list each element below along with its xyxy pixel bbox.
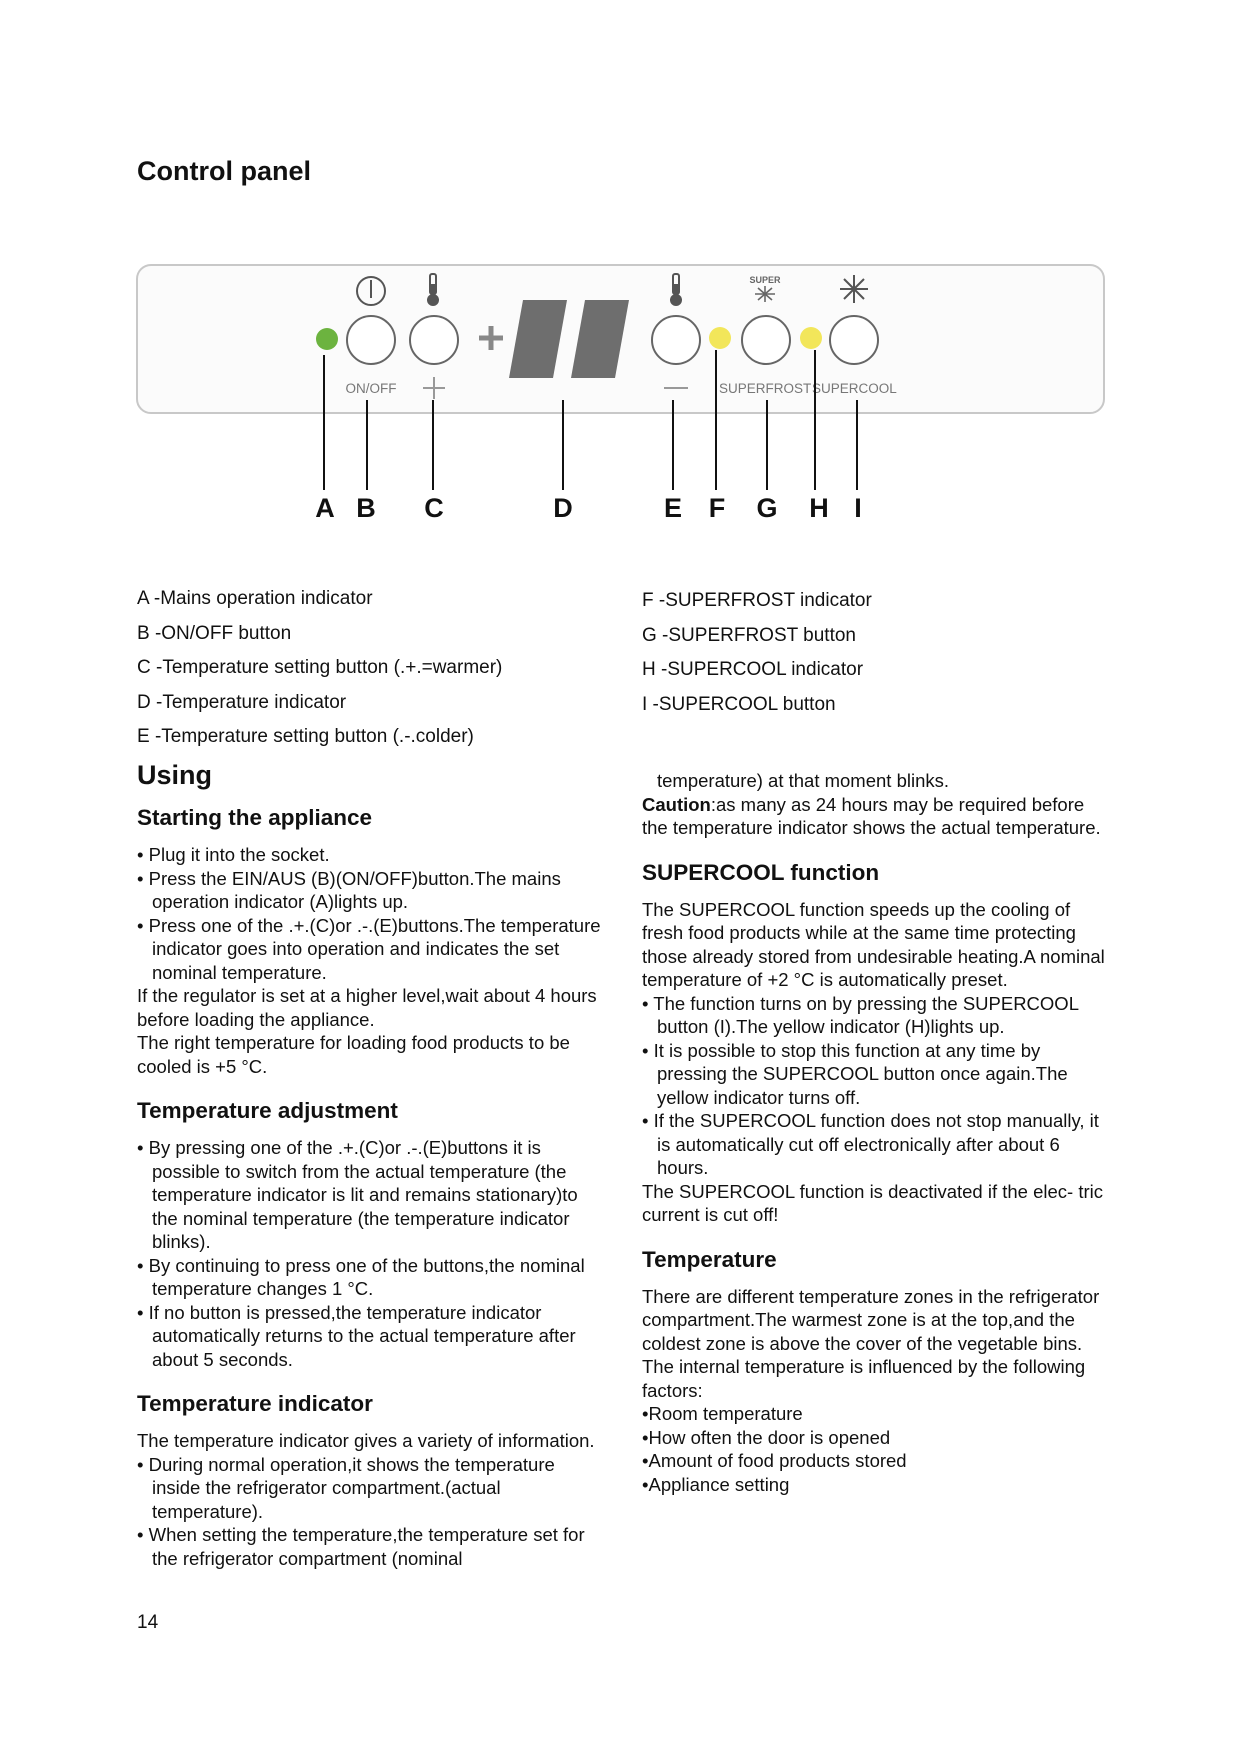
supercool-label: SUPERCOOL [812, 381, 897, 396]
caution-text: :as many as 24 hours may be required before the temperature indicator shows the actual temperature. [642, 793, 1101, 838]
paragraph: The temperature indicator gives a variety of information. [137, 1430, 595, 1451]
indicator-list [137, 1453, 607, 1571]
paragraph: There are different temperature zones in the refrigerator compartment.The warmest zone is at the top,and the coldest zone is above the cover of the vegetable bins. [642, 1285, 1100, 1354]
legend-item: C -Temperature setting button (.+.=warmer) [137, 657, 503, 678]
paragraph: The internal temperature is influenced by the following factors: [642, 1356, 1086, 1401]
starting-list [137, 843, 607, 984]
mains-indicator-led [316, 328, 338, 350]
paragraph: The SUPERCOOL function is deactivated if the elec- tric current is cut off! [642, 1180, 1103, 1225]
callout-label: A [315, 493, 335, 523]
adjustment-list [137, 1136, 607, 1371]
callout-label: E [663, 493, 683, 523]
list-item: • If no button is pressed,the temperature indicator automatically returns to the actual temperature after about 5 seconds. [137, 1301, 576, 1370]
using-heading: Using [137, 760, 213, 790]
legend-item: F -SUPERFROST indicator [642, 590, 872, 611]
supercool-button [830, 316, 878, 364]
superfrost-label: SUPERFROST [719, 381, 812, 396]
list-item: • By pressing one of the .+.(C)or .-.(E)buttons it is possible to switch from the actual temperature (the temperature indicator is lit and remains stationary)to the nominal temperature (the temperature indicator blinks). [137, 1137, 578, 1252]
svg-text:SUPER: SUPER [749, 275, 781, 285]
right-column [642, 769, 1112, 1496]
page-title: Control panel [137, 156, 311, 186]
temperature-heading: Temperature [642, 1246, 777, 1272]
legend-item: D -Temperature indicator [137, 691, 347, 713]
callout-label: C [424, 493, 444, 523]
list-item: • By continuing to press one of the buttons,the nominal temperature changes 1 °C. [137, 1254, 585, 1299]
list-item: • The function turns on by pressing the SUPERCOOL button (I).The yellow indicator (H)lights up. [642, 992, 1079, 1037]
list-item: • Plug it into the socket. [137, 844, 330, 865]
list-item: • When setting the temperature,the temperature set for the refrigerator compartment (nominal [137, 1524, 585, 1569]
temperature-up-button [410, 316, 458, 364]
on-off-label: ON/OFF [345, 381, 397, 396]
legend-item: H -SUPERCOOL indicator [642, 659, 864, 680]
legend-item: A -Mains operation indicator [137, 588, 373, 609]
list-item: • Press one of the .+.(C)or .-.(E)buttons.The temperature indicator goes into operation and indicates the set nominal temperature. [137, 914, 601, 983]
legend-item: I -SUPERCOOL button [642, 693, 836, 715]
adjustment-heading: Temperature adjustment [137, 1098, 398, 1123]
callout-label: H [809, 493, 829, 523]
paragraph: The SUPERCOOL function speeds up the cooling of fresh food products while at the same time protecting those already stored from undesirable heating.A nominal temperature of +2 °C is automatically preset. [642, 898, 1105, 990]
list-item: • During normal operation,it shows the temperature inside the refrigerator compartment.(actual temperature). [137, 1453, 555, 1522]
callout-label: I [854, 493, 862, 523]
on-off-button [347, 316, 395, 364]
supercool-indicator-led [800, 327, 822, 349]
legend-left [137, 582, 502, 755]
paragraph-continued: temperature) at that moment blinks. [657, 770, 950, 791]
legend-item: G -SUPERFROST button [642, 624, 856, 646]
legend-item: E -Temperature setting button (.-.colder) [137, 726, 474, 747]
caution-label: Caution [642, 793, 711, 815]
control-panel-diagram [0, 0, 1241, 560]
callout-label: G [756, 493, 778, 523]
list-item: •Room temperature [642, 1403, 803, 1424]
list-item: • It is possible to stop this function at any time by pressing the SUPERCOOL button once again.The yellow indicator turns off. [642, 1039, 1068, 1108]
supercool-heading: SUPERCOOL function [642, 859, 880, 885]
list-item: •Appliance setting [642, 1473, 790, 1495]
supercool-list [642, 992, 1112, 1180]
superfrost-button [742, 316, 790, 364]
factors-list [642, 1402, 1112, 1496]
snowflake-icon [840, 275, 868, 303]
legend-right [642, 584, 872, 722]
temperature-down-button [652, 316, 700, 364]
left-column [137, 760, 607, 1570]
starting-heading: Starting the appliance [137, 805, 373, 830]
paragraph: If the regulator is set at a higher level,wait about 4 hours before loading the appliance. [137, 985, 597, 1030]
callout-label: F [708, 493, 726, 523]
page-number: 14 [137, 1612, 159, 1633]
superfrost-indicator-led [709, 327, 731, 349]
list-item: •How often the door is opened [642, 1426, 891, 1448]
paragraph: The right temperature for loading food products to be cooled is +5 °C. [137, 1032, 570, 1077]
indicator-heading: Temperature indicator [137, 1391, 373, 1416]
legend-item: B -ON/OFF button [137, 622, 292, 644]
list-item: • If the SUPERCOOL function does not stop manually, it is automatically cut off electronically after about 6 hours. [642, 1110, 1099, 1178]
list-item: •Amount of food products stored [642, 1450, 907, 1471]
callout-label: B [356, 493, 376, 523]
callout-label: D [553, 493, 573, 523]
caution-paragraph [642, 793, 1112, 840]
list-item: • Press the EIN/AUS (B)(ON/OFF)button.The mains operation indicator (A)lights up. [137, 867, 561, 912]
